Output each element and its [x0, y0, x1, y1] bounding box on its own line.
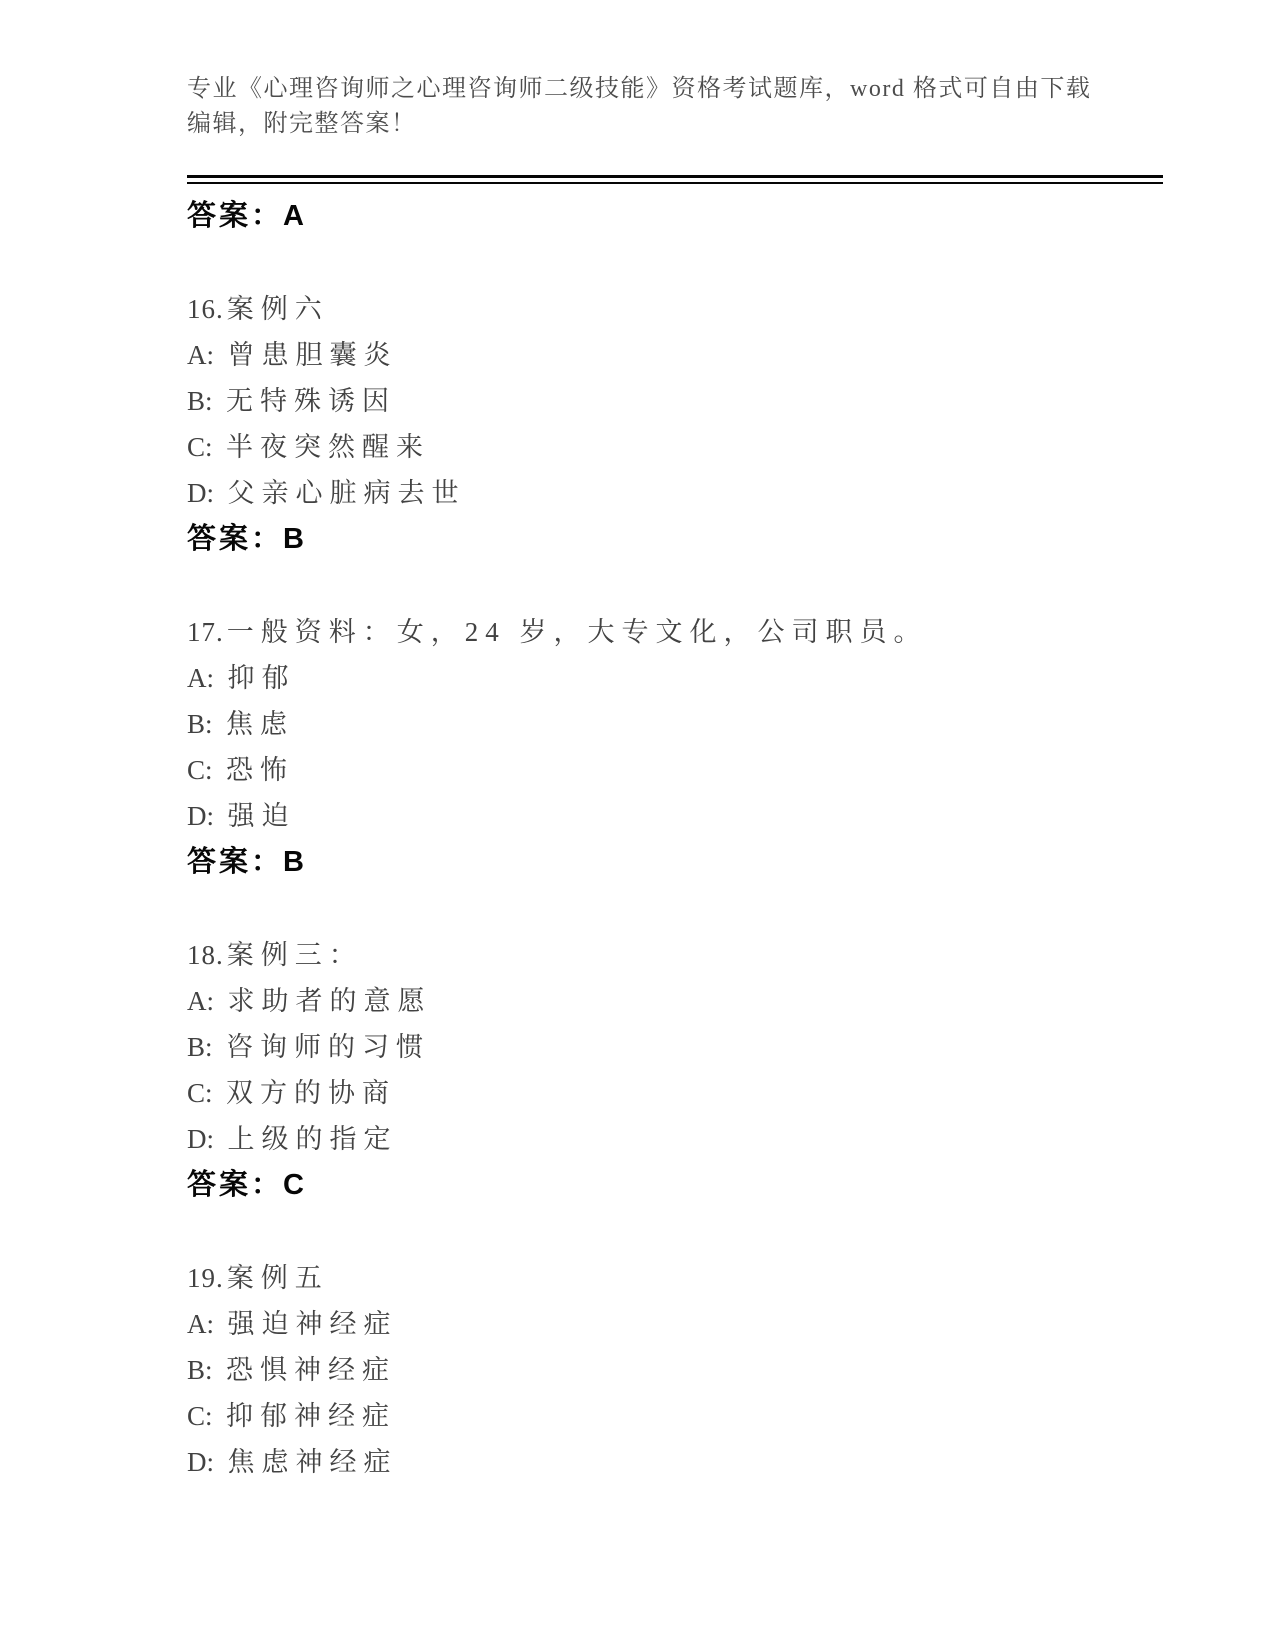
option-key: A	[187, 986, 207, 1016]
option-d	[187, 1116, 1167, 1162]
option-key: D	[187, 1447, 207, 1477]
answer-value: C	[283, 1169, 307, 1201]
answer-line	[187, 1162, 1167, 1208]
answer-label: 答案：	[187, 846, 284, 878]
option-key: B	[187, 1032, 206, 1062]
answer-value: B	[283, 846, 307, 878]
option-text: 咨询师的习惯	[226, 1032, 431, 1062]
option-text: 双方的协商	[226, 1078, 397, 1108]
option-separator: :	[205, 709, 227, 739]
option-text: 父亲心脏病去世	[227, 478, 466, 508]
leading-answer-line	[187, 193, 1167, 239]
option-key: D	[187, 801, 207, 831]
option-key: A	[187, 1309, 207, 1339]
answer-value: A	[283, 200, 307, 232]
question-title-text: 案例五	[226, 1263, 329, 1293]
question-number: 19.	[187, 1263, 224, 1293]
answer-label: 答案：	[187, 200, 284, 232]
question-number: 16.	[187, 294, 224, 324]
option-text: 焦虑	[226, 709, 295, 739]
option-text: 抑郁神经症	[226, 1401, 397, 1431]
answer-label: 答案：	[187, 1169, 284, 1201]
option-key: C	[187, 432, 206, 462]
exam-header	[187, 72, 1167, 142]
question-title	[187, 1255, 1167, 1301]
option-text: 曾患胆囊炎	[227, 340, 398, 370]
option-separator: :	[205, 1355, 227, 1385]
question-title-text: 一般资料：女，24 岁，大专文化，公司职员。	[226, 617, 928, 647]
option-text: 半夜突然醒来	[226, 432, 431, 462]
option-key: D	[187, 478, 207, 508]
option-key: C	[187, 1401, 206, 1431]
option-text: 焦虑神经症	[227, 1447, 398, 1477]
option-text: 抑郁	[227, 663, 296, 693]
question-number: 18.	[187, 940, 224, 970]
option-text: 强迫神经症	[227, 1309, 398, 1339]
question-title-text: 案例六	[226, 294, 329, 324]
answer-line	[187, 839, 1167, 885]
option-d	[187, 793, 1167, 839]
option-separator: :	[205, 386, 227, 416]
option-d	[187, 470, 1167, 516]
option-separator: :	[205, 755, 227, 785]
option-key: C	[187, 1078, 206, 1108]
answer-label: 答案：	[187, 523, 284, 555]
question-title	[187, 932, 1167, 978]
option-c	[187, 747, 1167, 793]
option-text: 无特殊诱因	[226, 386, 397, 416]
option-text: 上级的指定	[227, 1124, 398, 1154]
option-a	[187, 978, 1167, 1024]
option-key: D	[187, 1124, 207, 1154]
question-number: 17.	[187, 617, 224, 647]
option-key: C	[187, 755, 206, 785]
header-line-1: 专业《心理咨询师之心理咨询师二级技能》资格考试题库，word 格式可自由下载	[187, 76, 1092, 102]
option-separator: :	[206, 1447, 228, 1477]
option-separator: :	[206, 478, 228, 508]
option-separator: :	[206, 801, 228, 831]
question-title	[187, 609, 1167, 655]
option-a	[187, 1301, 1167, 1347]
answer-line	[187, 516, 1167, 562]
question-block-19	[187, 1255, 1167, 1485]
option-separator: :	[206, 1124, 228, 1154]
option-separator: :	[205, 1401, 227, 1431]
option-separator: :	[205, 1032, 227, 1062]
option-text: 强迫	[227, 801, 296, 831]
option-key: B	[187, 709, 206, 739]
option-b	[187, 1347, 1167, 1393]
question-block-18	[187, 932, 1167, 1208]
option-separator: :	[205, 432, 227, 462]
option-c	[187, 424, 1167, 470]
option-text: 求助者的意愿	[227, 986, 432, 1016]
option-separator: :	[206, 340, 228, 370]
header-line-2: 编辑，附完整答案！	[187, 111, 417, 137]
option-d	[187, 1439, 1167, 1485]
option-b	[187, 701, 1167, 747]
option-a	[187, 655, 1167, 701]
option-b	[187, 378, 1167, 424]
question-title-text: 案例三：	[226, 940, 363, 970]
option-a	[187, 332, 1167, 378]
option-c	[187, 1393, 1167, 1439]
option-separator: :	[205, 1078, 227, 1108]
question-block-16	[187, 286, 1167, 562]
option-text: 恐惧神经症	[226, 1355, 397, 1385]
option-key: B	[187, 386, 206, 416]
option-separator: :	[206, 1309, 228, 1339]
question-block-17	[187, 609, 1167, 885]
separator-double-rule	[187, 175, 1163, 184]
option-key: B	[187, 1355, 206, 1385]
question-title	[187, 286, 1167, 332]
option-c	[187, 1070, 1167, 1116]
option-key: A	[187, 663, 207, 693]
option-b	[187, 1024, 1167, 1070]
option-separator: :	[206, 986, 228, 1016]
page-content	[187, 72, 1167, 1485]
option-separator: :	[206, 663, 228, 693]
option-key: A	[187, 340, 207, 370]
option-text: 恐怖	[226, 755, 295, 785]
answer-value: B	[283, 523, 307, 555]
